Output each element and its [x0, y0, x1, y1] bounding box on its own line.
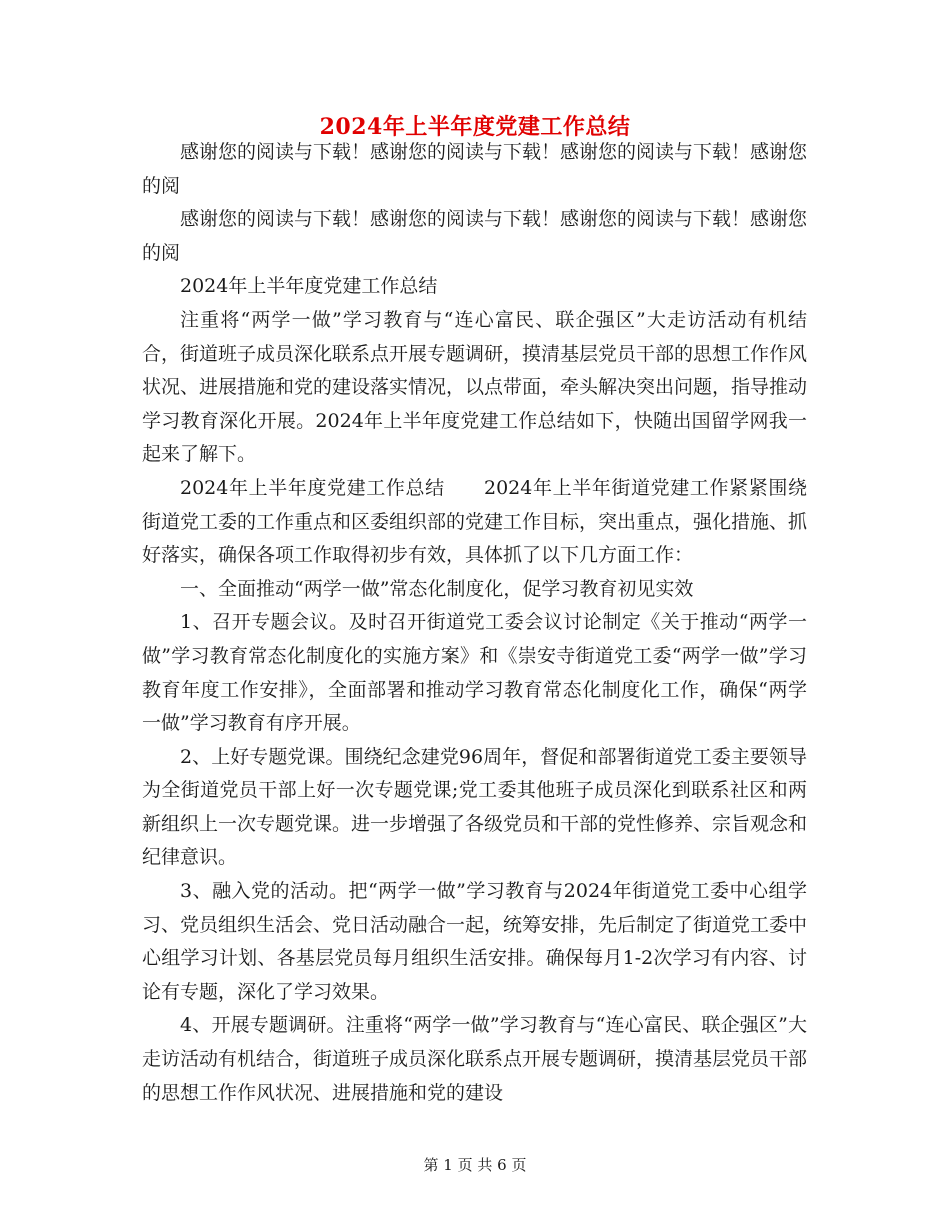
- paragraph-thanks-2: 感谢您的阅读与下载！感谢您的阅读与下载！感谢您的阅读与下载！感谢您的阅: [142, 208, 808, 264]
- page-footer: 第 1 页 共 6 页: [423, 1156, 527, 1174]
- paragraph-item-4: 4、开展专题调研。注重将“两学一做”学习教育与“连心富民、联企强区”大走访活动有机结合，街道班子成员深化联系点开展专题调研，摸清基层党员干部的思想工作作风状况、进展措施和党的建设: [142, 1014, 808, 1104]
- paragraph-overview: 2024年上半年度党建工作总结 2024年上半年街道党建工作紧紧围绕街道党工委的工作重点和区委组织部的党建工作目标，突出重点，强化措施、抓好落实，确保各项工作取得初步有效，具体抓了以下几方面工作：: [142, 476, 808, 567]
- document-body: [142, 136, 807, 1110]
- paragraph-subtitle: 2024年上半年度党建工作总结: [180, 275, 438, 298]
- paragraph-item-1: 1、召开专题会议。及时召开街道党工委会议讨论制定《关于推动“两学一做”学习教育常态化制度化的实施方案》和《崇安寺街道党工委“两学一做”学习教育年度工作安排》，全面部署和推动学习教育常态化制度化工作，确保“两学一做”学习教育有序开展。: [142, 611, 807, 735]
- paragraph-item-3: 3、融入党的活动。把“两学一做”学习教育与2024年街道党工委中心组学习、党员组织生活会、党日活动融合一起，统筹安排，先后制定了街道党工委中心组学习计划、各基层党员每月组织生活安排。确保每月1-2次学习有内容、讨论有专题，深化了学习效果。: [142, 880, 808, 1003]
- paragraph-thanks-1: 感谢您的阅读与下载！感谢您的阅读与下载！感谢您的阅读与下载！感谢您的阅: [142, 141, 808, 197]
- document-title: 2024年上半年度党建工作总结: [319, 114, 631, 140]
- paragraph-intro: 注重将“两学一做”学习教育与“连心富民、联企强区”大走访活动有机结合，街道班子成员深化联系点开展专题调研，摸清基层党员干部的思想工作作风状况、进展措施和党的建设落实情况，以点带面，牵头解决突出问题，指导推动学习教育深化开展。2024年上半年度党建工作总结如下，快随出国留学网我一起来了解下。: [142, 308, 808, 466]
- paragraph-item-2: 2、上好专题党课。围绕纪念建党96周年，督促和部署街道党工委主要领导为全街道党员干部上好一次专题党课;党工委其他班子成员深化到联系社区和两新组织上一次专题党课。进一步增强了各级党员和干部的党性修养、宗旨观念和纪律意识。: [142, 745, 808, 869]
- section-heading-1: 一、全面推动“两学一做”常态化制度化，促学习教育初见实效: [180, 577, 694, 600]
